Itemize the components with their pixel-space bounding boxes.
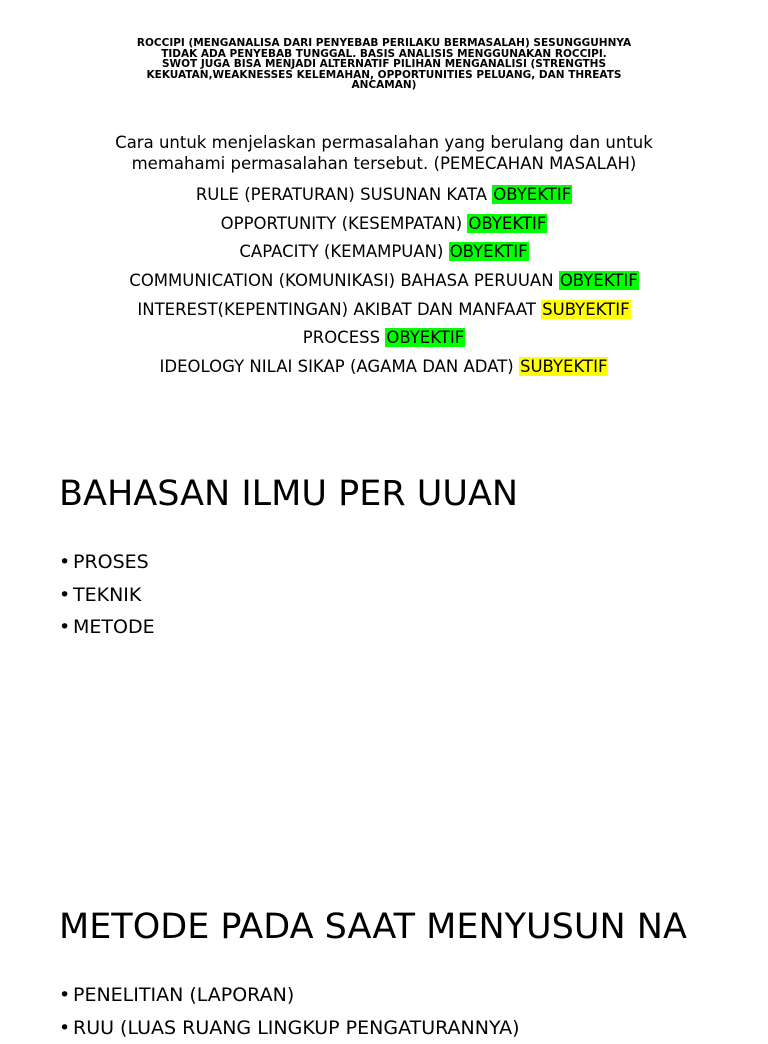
bullet-marker: • [59, 546, 73, 579]
roccipi-factor: INTEREST(KEPENTINGAN) AKIBAT DAN MANFAAT [137, 300, 536, 319]
roccipi-row [84, 238, 684, 267]
header-line: SWOT JUGA BISA MENJADI ALTERNATIF PILIHAN MENGANALISI (STRENGTHS [100, 59, 668, 70]
roccipi-factor: CAPACITY (KEMAMPUAN) [239, 242, 443, 261]
bullet-text: METODE [73, 616, 155, 638]
intro-paragraph [84, 132, 684, 174]
bullet-text: PROSES [73, 551, 149, 573]
roccipi-row [84, 210, 684, 239]
roccipi-row [84, 181, 684, 210]
roccipi-factor: OPPORTUNITY (KESEMPATAN) [221, 214, 463, 233]
bullet-text: PENELITIAN (LAPORAN) [73, 984, 294, 1006]
bullet-marker: • [59, 1012, 73, 1044]
header-line: TIDAK ADA PENYEBAB TUNGGAL. BASIS ANALISIS MENGGUNAKAN ROCCIPI. [100, 49, 668, 60]
header-line: KEKUATAN,WEAKNESSES KELEMAHAN, OPPORTUNITIES PELUANG, DAN THREATS [100, 70, 668, 81]
bullet-marker: • [59, 979, 73, 1012]
header-line: ANCAMAN) [100, 80, 668, 91]
intro-line: memahami permasalahan tersebut. (PEMECAHAN MASALAH) [84, 153, 684, 174]
bullet-text: RUU (LUAS RUANG LINGKUP PENGATURANNYA) [73, 1017, 520, 1039]
bullet-item [59, 579, 155, 612]
bullet-marker: • [59, 611, 73, 644]
roccipi-row [84, 296, 684, 325]
roccipi-factor: COMMUNICATION (KOMUNIKASI) BAHASA PERUUAN [129, 271, 553, 290]
bullet-item [59, 611, 155, 644]
subjective-tag: SUBYEKTIF [519, 357, 608, 376]
objective-tag: OBYEKTIF [559, 271, 639, 290]
header-line: ROCCIPI (MENGANALISA DARI PENYEBAB PERILAKU BERMASALAH) SESUNGGUHNYA [100, 38, 668, 49]
objective-tag: OBYEKTIF [449, 242, 529, 261]
intro-line: Cara untuk menjelaskan permasalahan yang berulang dan untuk [84, 132, 684, 153]
roccipi-factor: IDEOLOGY NILAI SIKAP (AGAMA DAN ADAT) [160, 357, 514, 376]
roccipi-list [84, 181, 684, 382]
roccipi-factor: RULE (PERATURAN) SUSUNAN KATA [196, 185, 487, 204]
section-title-metode: METODE PADA SAAT MENYUSUN NA [59, 907, 687, 947]
metode-bullet-list [59, 979, 520, 1044]
roccipi-explanation [84, 132, 684, 382]
bullet-item [59, 546, 155, 579]
subjective-tag: SUBYEKTIF [541, 300, 630, 319]
objective-tag: OBYEKTIF [492, 185, 572, 204]
roccipi-row [84, 353, 684, 382]
roccipi-row [84, 324, 684, 353]
bullet-text: TEKNIK [73, 584, 141, 606]
bahasan-bullet-list [59, 546, 155, 644]
roccipi-header-text [100, 38, 668, 91]
roccipi-row [84, 267, 684, 296]
bullet-item [59, 1012, 520, 1044]
bullet-marker: • [59, 579, 73, 612]
bullet-item [59, 979, 520, 1012]
roccipi-factor: PROCESS [303, 328, 380, 347]
section-title-bahasan: BAHASAN ILMU PER UUAN [59, 474, 518, 514]
objective-tag: OBYEKTIF [385, 328, 465, 347]
objective-tag: OBYEKTIF [467, 214, 547, 233]
